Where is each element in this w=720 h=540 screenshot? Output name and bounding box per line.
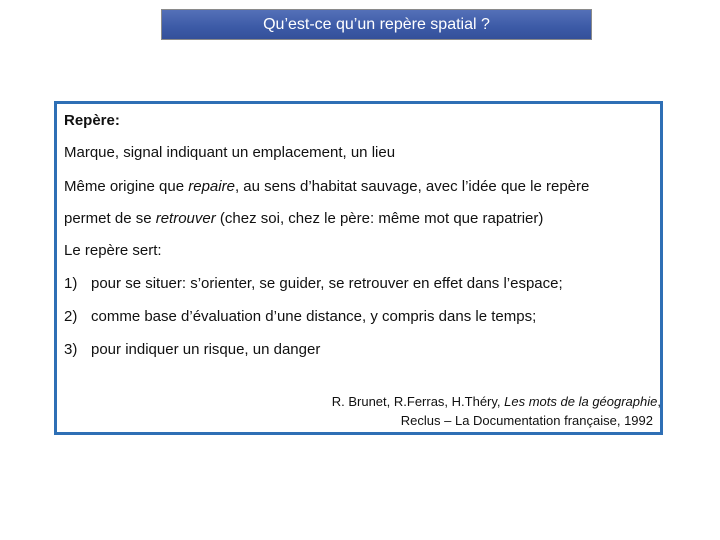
citation-publisher: Reclus – La Documentation française, 1992 xyxy=(400,413,653,428)
citation-book-title: Les mots de la géographie xyxy=(504,394,658,409)
citation-line-1 xyxy=(332,392,661,411)
list-item-text: pour se situer: s’orienter, se guider, se retrouver en effet dans l’espace; xyxy=(91,275,563,292)
list-item-number: 1) xyxy=(64,275,78,292)
origin-line-1-c: , au sens d’habitat sauvage, avec l’idée que le repère xyxy=(234,178,590,195)
origin-word-repaire: repaire xyxy=(188,178,235,195)
source-citation xyxy=(332,392,661,430)
list-item-number: 2) xyxy=(64,308,78,325)
citation-authors: R. Brunet, R.Ferras, H.Théry, xyxy=(331,394,505,409)
citation-comma: , xyxy=(657,394,661,409)
list-item-text: comme base d’évaluation d’une distance, y compris dans le temps; xyxy=(91,308,537,325)
slide-title-text: Qu’est-ce qu’un repère spatial ? xyxy=(263,15,490,33)
slide-title xyxy=(161,9,592,40)
definition-box xyxy=(54,101,663,435)
origin-line-1 xyxy=(64,178,589,195)
list-item xyxy=(64,341,320,358)
serves-label: Le repère sert: xyxy=(64,242,162,259)
origin-word-retrouver: retrouver xyxy=(155,210,216,227)
origin-line-2-a: permet de se xyxy=(64,210,156,227)
definition-text: Marque, signal indiquant un emplacement, un lieu xyxy=(64,144,396,161)
list-item-text: pour indiquer un risque, un danger xyxy=(91,341,321,358)
origin-line-2 xyxy=(64,210,543,227)
box-heading: Repère: xyxy=(64,112,120,129)
list-item-number: 3) xyxy=(64,341,78,358)
origin-line-2-c: (chez soi, chez le père: même mot que rapatrier) xyxy=(215,210,544,227)
list-item xyxy=(64,308,536,325)
list-item xyxy=(64,275,563,292)
origin-line-1-a: Même origine que xyxy=(64,178,189,195)
